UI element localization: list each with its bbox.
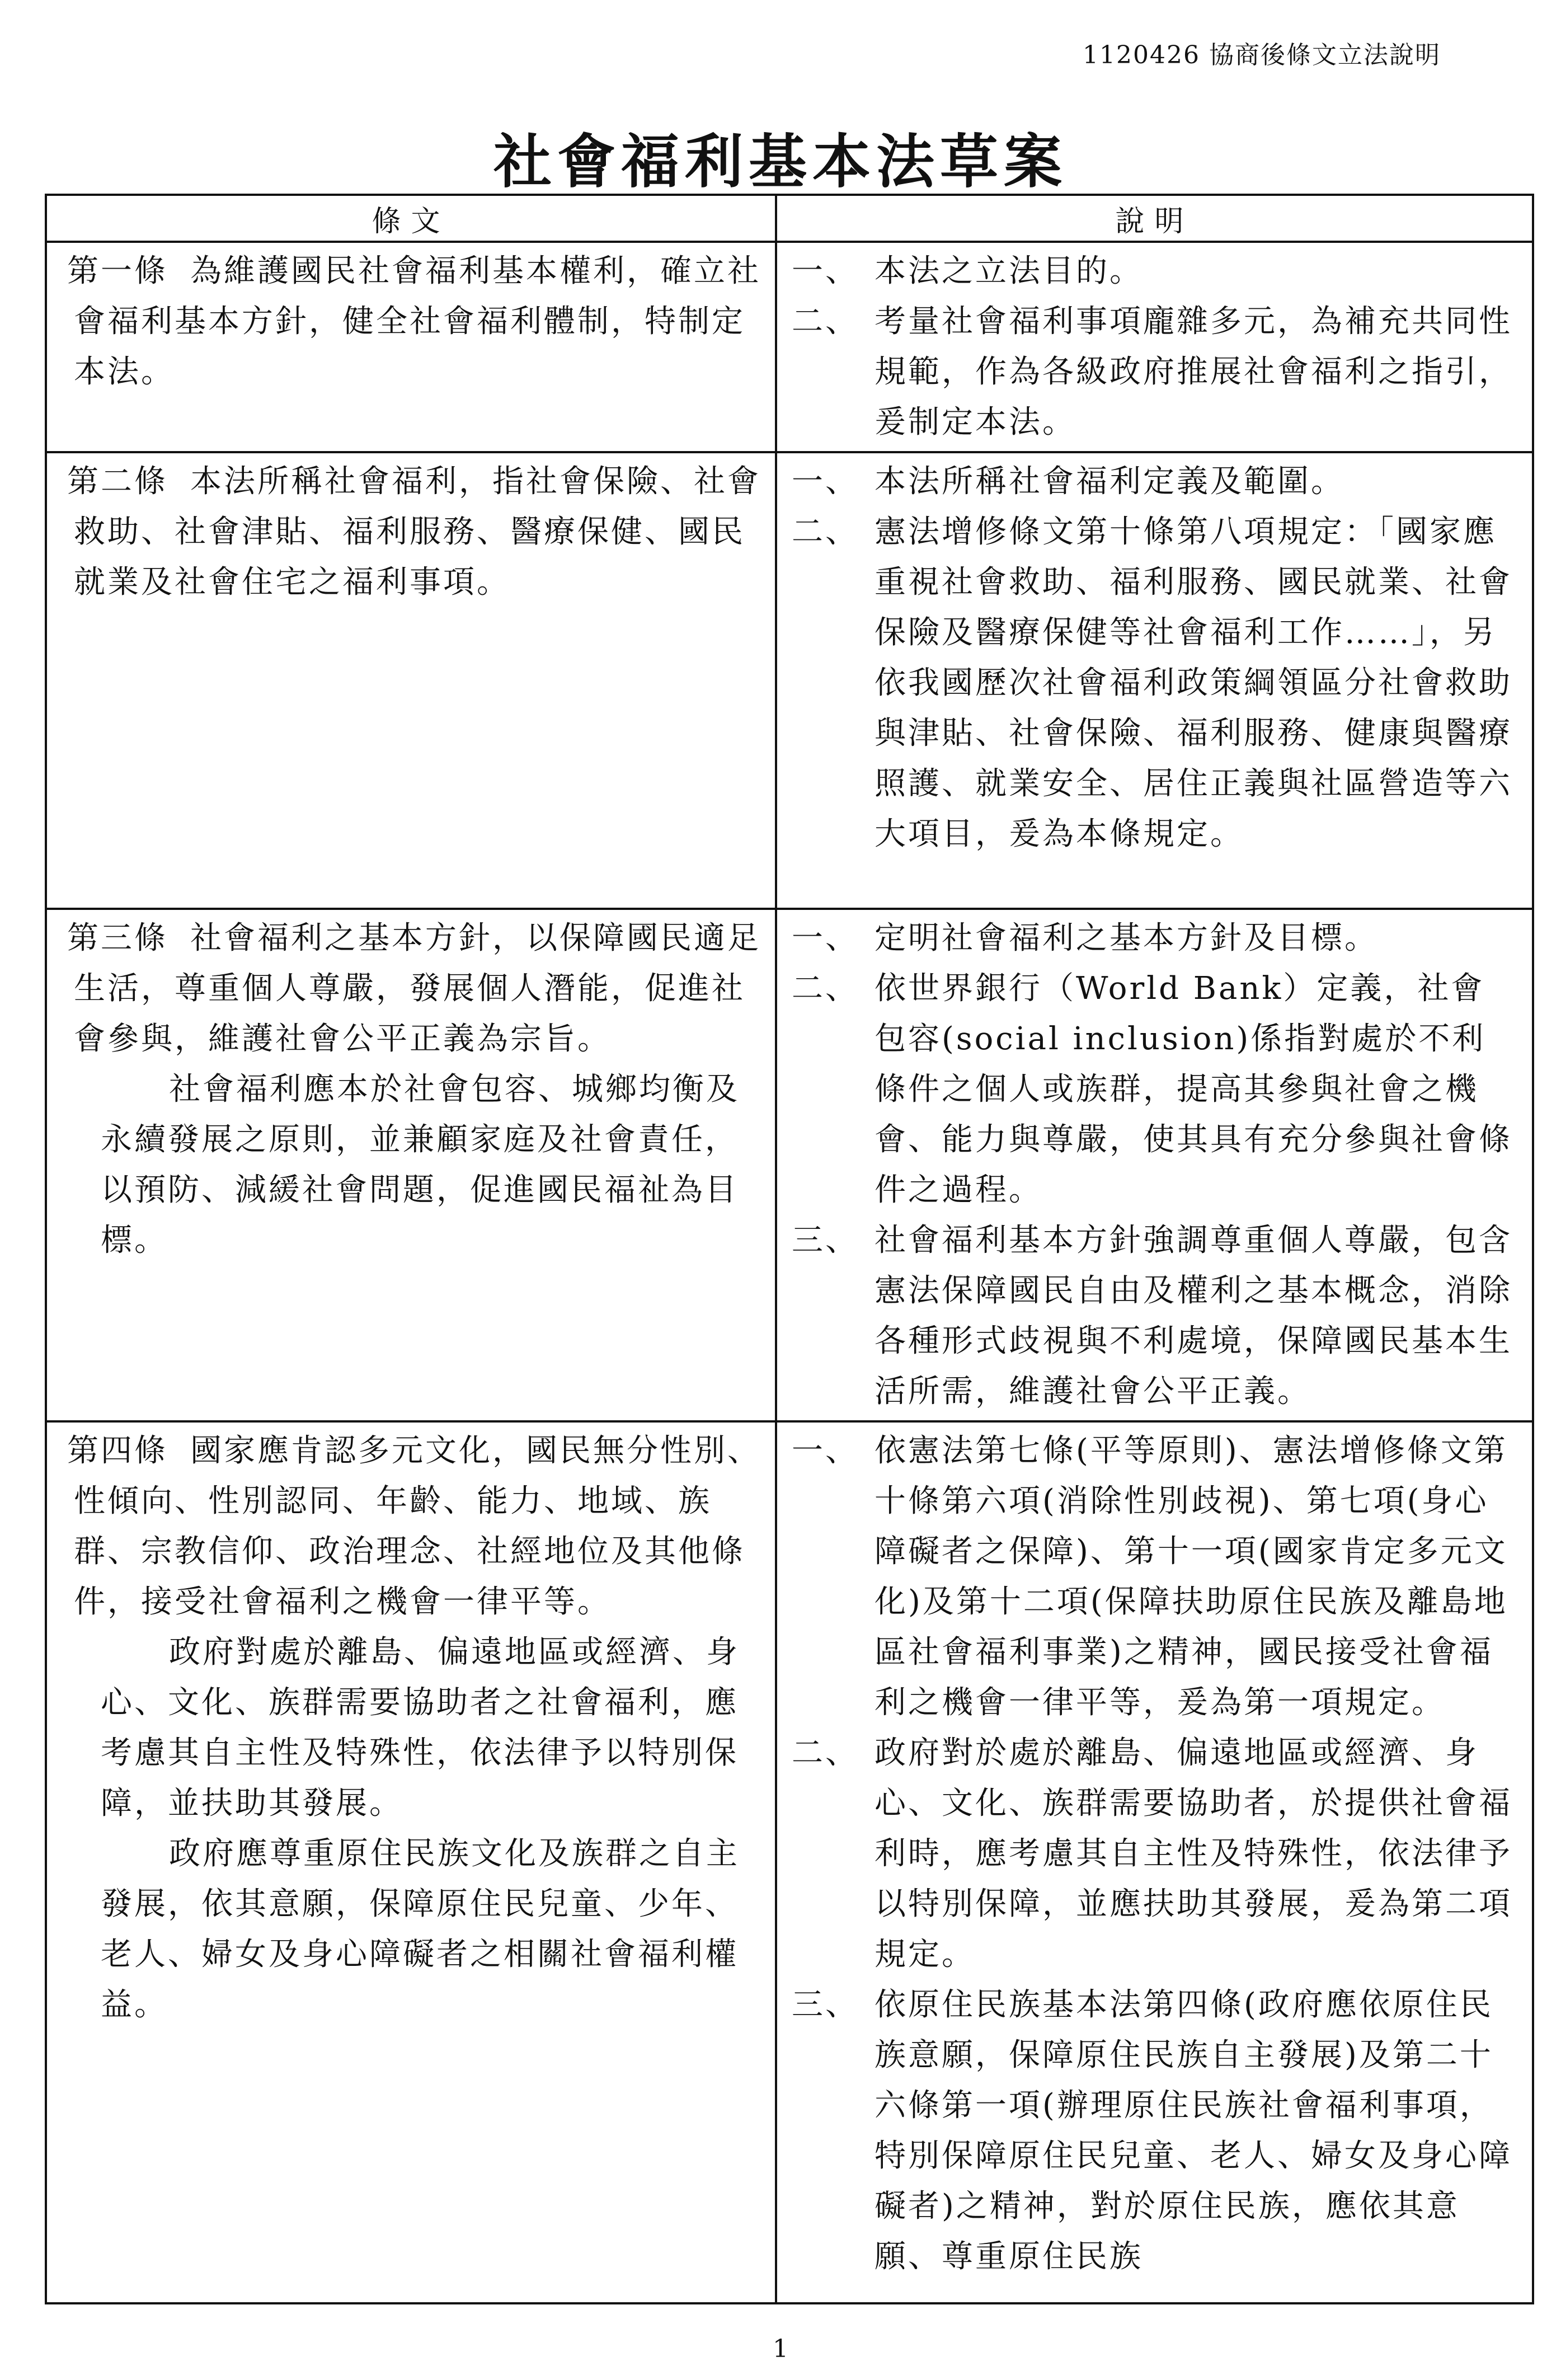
- table-row: [46, 909, 1533, 1421]
- article-cell: [46, 909, 776, 1421]
- explanation-item: 二、 政府對於處於離島、偏遠地區或經濟、身心、文化、族群需要協助者，於提供社會福利時，應考慮其自主性及特殊性，依法律予以特別保障，並應扶助其發展，爰為第二項規定。: [792, 1735, 1512, 1973]
- article-label: 第四條: [67, 1433, 168, 1469]
- article-cell: [46, 1421, 776, 2303]
- document-title: 社會福利基本法草案: [493, 127, 1068, 196]
- article-paragraph: 政府應尊重原住民族文化及族群之自主發展，依其意願，保障原住民兒童、少年、老人、婦女及身心障礙者之相關社會福利權益。: [101, 1836, 740, 2023]
- explanation-item: 一、 定明社會福利之基本方針及目標。: [792, 920, 1378, 956]
- article-paragraph: 政府對處於離島、偏遠地區或經濟、身心、文化、族群需要協助者之社會福利，應考慮其自主性及特殊性，依法律予以特別保障，並扶助其發展。: [101, 1634, 740, 1822]
- article-text: 為維護國民社會福利基本權利，確立社會福利基本方針，健全社會福利體制，特制定本法。: [74, 253, 761, 390]
- explanation-item: 一、 本法之立法目的。: [792, 253, 1143, 289]
- explanation-item: 一、 依憲法第七條(平等原則)、憲法增修條文第十條第六項(消除性別歧視)、第七項(身心障礙者之保障)、第十一項(國家肯定多元文化)及第十二項(保障扶助原住民族及離島地區社會福利事業)之精神，國民接受社會福利之機會一律平等，爰為第一項規定。: [792, 1433, 1508, 1721]
- article-label: 第二條: [67, 463, 168, 500]
- explanation-cell: [776, 242, 1533, 452]
- explanation-item: 三、 社會福利基本方針強調尊重個人尊嚴，包含憲法保障國民自由及權利之基本概念，消除各種形式歧視與不利處境，保障國民基本生活所需，維護社會公平正義。: [792, 1222, 1512, 1410]
- explanation-cell: [776, 452, 1533, 909]
- explanation-item: 二、 憲法增修條文第十條第八項規定：「國家應重視社會救助、福利服務、國民就業、社會保險及醫療保健等社會福利工作……」，另依我國歷次社會福利政策綱領區分社會救助與津貼、社會保險、福利服務、健康與醫療照護、就業安全、居住正義與社區營造等六大項目，爰為本條規定。: [792, 514, 1512, 852]
- table-row: [46, 1421, 1533, 2303]
- article-label: 第一條: [67, 253, 168, 289]
- article-text: 國家應肯認多元文化，國民無分性別、性傾向、性別認同、年齡、能力、地域、族群、宗教信仰、政治理念、社經地位及其他條件，接受社會福利之機會一律平等。: [74, 1433, 761, 1620]
- explanation-item: 三、 依原住民族基本法第四條(政府應依原住民族意願，保障原住民族自主發展)及第二十六條第一項(辦理原住民族社會福利事項，特別保障原住民兒童、老人、婦女及身心障礙者)之精神，對於原住民族，應依其意願、尊重原住民族: [792, 1987, 1512, 2275]
- explanation-item: 二、 考量社會福利事項龐雜多元，為補充共同性規範，作為各級政府推展社會福利之指引，爰制定本法。: [792, 303, 1512, 440]
- comparison-table: [45, 194, 1534, 2304]
- article-cell: [46, 452, 776, 909]
- explanation-cell: [776, 909, 1533, 1421]
- article-text: 本法所稱社會福利，指社會保險、社會救助、社會津貼、福利服務、醫療保健、國民就業及社會住宅之福利事項。: [74, 463, 761, 600]
- header-note: 1120426 協商後條文立法說明: [1083, 41, 1441, 69]
- column-header-article: 條文: [46, 195, 776, 242]
- page-number: 1: [773, 2335, 788, 2363]
- explanation-item: 二、 依世界銀行（World Bank）定義，社會包容(social inclusion)係指對處於不利條件之個人或族群，提高其參與社會之機會、能力與尊嚴，使其具有充分參與社會條件之過程。: [792, 970, 1512, 1208]
- explanation-item: 一、 本法所稱社會福利定義及範圍。: [792, 463, 1344, 500]
- table-header-row: [46, 195, 1533, 242]
- explanation-cell: [776, 1421, 1533, 2303]
- article-paragraph: 社會福利應本於社會包容、城鄉均衡及永續發展之原則，並兼顧家庭及社會責任，以預防、減緩社會問題，促進國民福祉為目標。: [101, 1071, 740, 1259]
- article-text: 社會福利之基本方針，以保障國民適足生活，尊重個人尊嚴，發展個人潛能，促進社會參與，維護社會公平正義為宗旨。: [74, 920, 761, 1057]
- article-label: 第三條: [67, 920, 168, 956]
- table-row: [46, 242, 1533, 452]
- table-row: [46, 452, 1533, 909]
- article-cell: [46, 242, 776, 452]
- column-header-explanation: 說明: [776, 195, 1533, 242]
